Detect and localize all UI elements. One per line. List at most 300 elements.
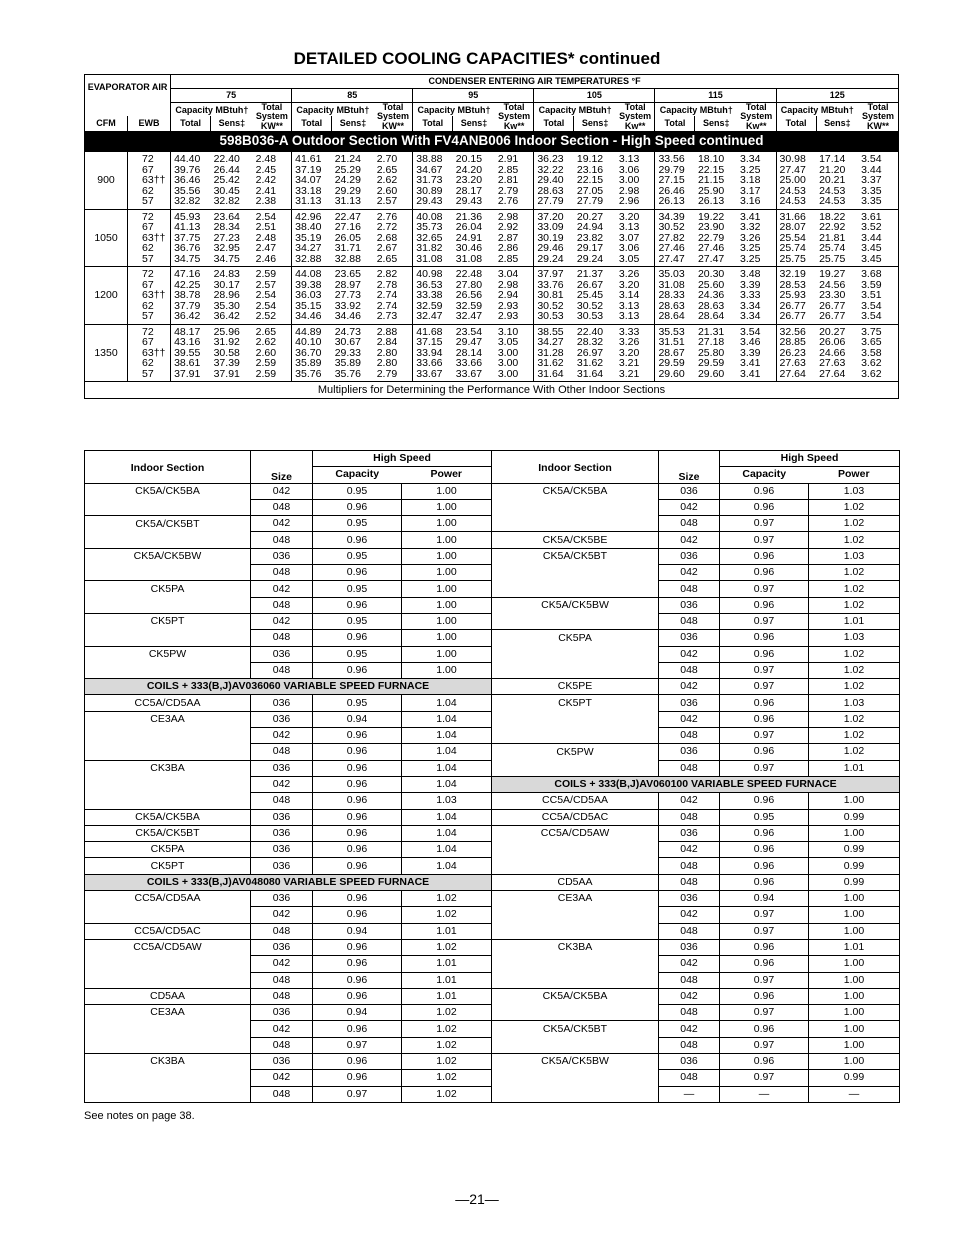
capacity-cell: 0.97: [720, 613, 809, 629]
value-column: 37.97 33.76 30.81 30.52 30.53: [534, 267, 574, 325]
value-column: 3.04 2.98 2.94 2.93 2.93: [495, 267, 534, 325]
power-cell: 1.02: [809, 597, 900, 613]
multiplier-row: [85, 516, 900, 532]
indoor-section-label: [85, 662, 251, 678]
value-column: 42.96 38.40 35.19 34.27 32.88: [292, 209, 332, 267]
capacity-cell: 0.94: [313, 1005, 402, 1021]
multiplier-row: [85, 728, 900, 744]
power-cell: 1.00: [809, 1021, 900, 1037]
power-cell: 1.03: [809, 630, 900, 646]
size-cell: 036: [659, 939, 720, 955]
size-header-left: Size: [251, 451, 313, 484]
multiplier-row: [85, 939, 900, 955]
multipliers-title: Multipliers for Determining the Performance With Other Indoor Sections: [85, 382, 899, 399]
notes: See notes on page 38.: [84, 1110, 195, 1122]
indoor-section-label: [85, 907, 251, 923]
indoor-section-label: CK5A/CK5BE: [492, 532, 659, 548]
indoor-section-label: [85, 1070, 251, 1086]
capacity-cell: 0.96: [313, 842, 402, 858]
indoor-section-label: [85, 565, 251, 581]
value-column: 30.98 27.47 25.00 24.53 24.53: [776, 152, 816, 210]
ewb-values: 72 67 63†† 62 57: [128, 152, 171, 210]
value-column: 21.36 26.04 24.91 30.46 31.08: [453, 209, 495, 267]
indoor-section-label: [492, 646, 659, 662]
capacity-cell: 0.96: [313, 858, 402, 874]
value-column: 2.98 2.92 2.87 2.86 2.85: [495, 209, 534, 267]
multiplier-row: [85, 793, 900, 809]
size-cell: 042: [251, 907, 313, 923]
multiplier-row: [85, 858, 900, 874]
size-cell: 036: [659, 1053, 720, 1069]
value-column: 21.37 26.67 25.45 30.52 30.53: [574, 267, 616, 325]
multiplier-row: [85, 1021, 900, 1037]
power-cell: 1.02: [402, 1070, 492, 1086]
value-column: 3.26 3.20 3.14 3.13 3.13: [616, 267, 655, 325]
total-header: Total: [292, 116, 332, 131]
indoor-section-label: CK5A/CK5BA: [492, 483, 659, 499]
indoor-section-label: CK5A/CK5BA: [85, 483, 251, 499]
value-column: 32.56 28.85 26.23 27.63 27.64: [776, 324, 816, 382]
size-cell: 042: [659, 711, 720, 727]
power-cell: 1.00: [809, 972, 900, 988]
value-column: 31.66 28.07 25.54 25.74 25.75: [776, 209, 816, 267]
capacity-cell: 0.96: [720, 874, 809, 890]
value-column: 2.70 2.65 2.62 2.60 2.57: [374, 152, 413, 210]
power-cell: 1.01: [809, 939, 900, 955]
power-cell: 1.02: [402, 1005, 492, 1021]
indoor-section-label: CE3AA: [492, 891, 659, 907]
size-cell: 048: [251, 630, 313, 646]
value-column: 38.55 34.27 31.28 31.62 31.64: [534, 324, 574, 382]
size-cell: 042: [659, 565, 720, 581]
high-speed-header-right: High Speed: [720, 451, 900, 467]
power-cell: 1.00: [402, 548, 492, 564]
indoor-section-label: [85, 1037, 251, 1053]
size-cell: 036: [659, 548, 720, 564]
value-column: 44.08 39.38 36.03 35.15 34.46: [292, 267, 332, 325]
value-column: 25.96 31.92 30.58 37.39 37.91: [211, 324, 253, 382]
capacity-cell: 0.96: [313, 597, 402, 613]
cfm-value: 1200: [85, 267, 128, 325]
power-cell: 1.02: [809, 679, 900, 695]
value-column: 21.31 27.18 25.80 29.59 29.60: [695, 324, 737, 382]
power-cell: 1.01: [402, 972, 492, 988]
capacity-header: Capacity MBtuh†: [534, 103, 616, 117]
capacity-cell: 0.96: [313, 793, 402, 809]
power-cell: 1.02: [809, 711, 900, 727]
indoor-section-label: [85, 630, 251, 646]
capacity-cell: 0.96: [720, 1053, 809, 1069]
capacity-cell: 0.96: [313, 728, 402, 744]
value-column: 35.53 31.51 28.67 29.59 29.60: [655, 324, 695, 382]
indoor-section-label: CK5A/CK5BW: [492, 597, 659, 613]
size-cell: 048: [659, 662, 720, 678]
multiplier-row: [85, 532, 900, 548]
cfm-group-row: [85, 152, 899, 210]
ewb-values: 72 67 63†† 62 57: [128, 267, 171, 325]
ewb-values: 72 67 63†† 62 57: [128, 324, 171, 382]
power-cell: 1.02: [809, 499, 900, 515]
value-column: 33.56 29.79 27.15 26.46 26.13: [655, 152, 695, 210]
size-cell: 048: [659, 581, 720, 597]
multiplier-row: [85, 695, 900, 711]
value-column: 34.39 30.52 27.82 27.46 27.47: [655, 209, 695, 267]
capacity-cell: 0.96: [313, 662, 402, 678]
capacity-header: Capacity MBtuh†: [776, 103, 858, 117]
size-cell: 036: [659, 825, 720, 841]
value-column: 45.93 41.13 37.75 36.76 34.75: [171, 209, 211, 267]
kw-label: Kw**: [624, 121, 646, 131]
multiplier-row: [85, 662, 900, 678]
indoor-section-label: CK5A/CK5BT: [85, 825, 251, 841]
size-cell: 048: [659, 516, 720, 532]
cfm-group-row: [85, 209, 899, 267]
value-column: 3.61 3.52 3.44 3.45 3.45: [858, 209, 898, 267]
power-cell: 1.03: [402, 793, 492, 809]
size-cell: 048: [659, 760, 720, 776]
multiplier-row: [85, 597, 900, 613]
multiplier-row: [85, 630, 900, 646]
capacity-cell: 0.97: [720, 1005, 809, 1021]
indoor-section-label: [492, 858, 659, 874]
size-cell: 036: [251, 939, 313, 955]
cfm-group-row: [85, 324, 899, 382]
temp-header: 125: [776, 89, 898, 103]
value-column: 48.17 43.16 39.55 38.61 37.91: [171, 324, 211, 382]
power-header-right: Power: [809, 467, 900, 483]
power-cell: 0.99: [809, 1070, 900, 1086]
multiplier-row: [85, 972, 900, 988]
value-column: 20.30 25.60 24.36 28.63 28.64: [695, 267, 737, 325]
size-cell: 048: [251, 988, 313, 1004]
indoor-section-label: [492, 1086, 659, 1102]
power-cell: 1.00: [809, 1037, 900, 1053]
capacity-cell: 0.95: [313, 646, 402, 662]
indoor-section-label: CK5A/CK5BT: [492, 548, 659, 564]
capacity-cell: 0.96: [313, 956, 402, 972]
capacity-cell: 0.96: [720, 988, 809, 1004]
size-cell: 036: [251, 760, 313, 776]
sens-header: Sens‡: [211, 116, 253, 131]
indoor-section-label: [492, 1070, 659, 1086]
power-cell: 1.00: [809, 793, 900, 809]
indoor-section-label: CK5PW: [85, 646, 251, 662]
value-column: 18.10 22.15 21.15 25.90 26.13: [695, 152, 737, 210]
size-cell: 048: [659, 972, 720, 988]
capacity-cell: 0.96: [720, 825, 809, 841]
indoor-section-header-right: Indoor Section: [492, 451, 659, 484]
power-cell: 0.99: [809, 809, 900, 825]
size-cell: 036: [251, 858, 313, 874]
temp-header: 105: [534, 89, 655, 103]
multiplier-row: [85, 760, 900, 776]
value-column: 2.54 2.51 2.48 2.47 2.46: [253, 209, 292, 267]
value-column: 3.10 3.05 3.00 3.00 3.00: [495, 324, 534, 382]
multiplier-row: [85, 711, 900, 727]
indoor-section-label: [492, 728, 659, 744]
furnace-section-header: COILS + 333(B,J)AV048080 VARIABLE SPEED FURNACE: [85, 874, 492, 890]
kw-label: Kw**: [503, 121, 525, 131]
capacity-cell: 0.96: [720, 744, 809, 760]
ewb-header: EWB: [128, 116, 171, 131]
value-column: 3.33 3.26 3.20 3.21 3.21: [616, 324, 655, 382]
sens-header: Sens‡: [332, 116, 374, 131]
indoor-section-label: CK5PT: [492, 695, 659, 711]
capacity-cell: 0.95: [313, 695, 402, 711]
power-cell: 1.00: [809, 1053, 900, 1069]
size-cell: 042: [659, 988, 720, 1004]
power-cell: 1.00: [402, 532, 492, 548]
power-cell: 1.04: [402, 776, 492, 792]
power-cell: 1.00: [402, 499, 492, 515]
indoor-section-label: [85, 744, 251, 760]
capacity-cell: 0.96: [313, 1070, 402, 1086]
capacity-cell: 0.96: [313, 630, 402, 646]
size-cell: 048: [251, 1086, 313, 1102]
value-column: 21.24 25.29 24.29 29.29 31.13: [332, 152, 374, 210]
multiplier-row: [85, 499, 900, 515]
capacity-header: Capacity MBtuh†: [292, 103, 374, 117]
power-cell: 1.00: [809, 988, 900, 1004]
capacity-cell: 0.96: [313, 499, 402, 515]
power-cell: 1.04: [402, 760, 492, 776]
cfm-header: CFM: [96, 118, 116, 128]
power-cell: 1.02: [809, 662, 900, 678]
capacity-cell: 0.97: [720, 516, 809, 532]
size-cell: 048: [251, 793, 313, 809]
size-cell: 036: [251, 646, 313, 662]
indoor-section-label: CK5PT: [85, 858, 251, 874]
value-column: 3.13 3.06 3.00 2.98 2.96: [616, 152, 655, 210]
capacity-cell: 0.97: [313, 1037, 402, 1053]
capacity-cell: 0.96: [720, 483, 809, 499]
value-column: 19.22 23.90 22.79 27.46 27.47: [695, 209, 737, 267]
size-cell: 042: [659, 842, 720, 858]
indoor-section-label: CK3BA: [492, 939, 659, 955]
power-header-left: Power: [402, 467, 492, 483]
capacity-cell: 0.96: [720, 695, 809, 711]
sens-header: Sens‡: [453, 116, 495, 131]
size-cell: 036: [659, 891, 720, 907]
indoor-section-label: [85, 1021, 251, 1037]
size-cell: 036: [659, 695, 720, 711]
value-column: 3.41 3.32 3.26 3.25 3.25: [737, 209, 776, 267]
capacity-cell: 0.97: [720, 581, 809, 597]
capacity-cell: 0.94: [313, 923, 402, 939]
capacity-cell: 0.95: [720, 809, 809, 825]
indoor-section-header-left: Indoor Section: [85, 451, 251, 484]
total-system-header: [616, 103, 655, 132]
multiplier-row: [85, 483, 900, 499]
indoor-section-label: CK5A/CK5BA: [85, 809, 251, 825]
size-cell: 042: [251, 581, 313, 597]
indoor-section-label: [85, 1086, 251, 1102]
indoor-section-label: CD5AA: [85, 988, 251, 1004]
power-cell: 1.00: [402, 613, 492, 629]
indoor-section-label: [85, 972, 251, 988]
capacity-cell: 0.97: [720, 1037, 809, 1053]
multiplier-row: [85, 842, 900, 858]
capacity-header-left: Capacity: [313, 467, 402, 483]
size-cell: 048: [251, 532, 313, 548]
value-column: 23.65 28.97 27.73 33.92 34.46: [332, 267, 374, 325]
capacity-cell: 0.97: [720, 679, 809, 695]
power-cell: 0.99: [809, 874, 900, 890]
power-cell: 1.04: [402, 842, 492, 858]
capacity-cell: 0.97: [720, 923, 809, 939]
size-cell: 042: [659, 793, 720, 809]
multiplier-row: [85, 809, 900, 825]
sens-header: Sens‡: [574, 116, 616, 131]
power-cell: 1.02: [402, 1086, 492, 1102]
multipliers-table: [84, 450, 900, 1103]
size-cell: 036: [251, 1005, 313, 1021]
capacity-cell: 0.96: [720, 499, 809, 515]
capacity-cell: 0.97: [313, 1086, 402, 1102]
multiplier-row: [85, 874, 900, 890]
indoor-section-label: CK5PA: [492, 630, 659, 646]
indoor-section-label: CK5A/CK5BW: [85, 548, 251, 564]
size-cell: 042: [659, 1021, 720, 1037]
value-column: 23.54 29.47 28.14 33.66 33.67: [453, 324, 495, 382]
cfm-value: 900: [85, 152, 128, 210]
capacity-cell: 0.97: [720, 728, 809, 744]
capacity-cell: 0.95: [313, 516, 402, 532]
power-cell: 1.02: [809, 728, 900, 744]
indoor-section-label: CC5A/CD5AA: [134, 696, 201, 709]
multiplier-row: [85, 548, 900, 564]
power-cell: 1.04: [402, 695, 492, 711]
value-column: 2.59 2.57 2.54 2.54 2.52: [253, 267, 292, 325]
size-cell: 042: [659, 907, 720, 923]
size-cell: 042: [251, 1021, 313, 1037]
header-spacer: [128, 103, 171, 117]
power-cell: 1.04: [402, 858, 492, 874]
size-cell: 048: [659, 809, 720, 825]
multiplier-row: [85, 565, 900, 581]
power-cell: 1.02: [809, 744, 900, 760]
capacity-cell: 0.96: [720, 646, 809, 662]
value-column: 18.22 22.92 21.81 25.74 25.75: [816, 209, 858, 267]
total-header: Total: [655, 116, 695, 131]
size-cell: 042: [659, 679, 720, 695]
capacity-cell: 0.97: [720, 662, 809, 678]
high-speed-header-left: High Speed: [313, 451, 492, 467]
capacity-cell: 0.96: [720, 842, 809, 858]
size-cell: 048: [659, 858, 720, 874]
value-column: 24.73 30.67 29.33 35.89 35.76: [332, 324, 374, 382]
power-cell: 1.02: [402, 907, 492, 923]
capacity-cell: 0.95: [313, 581, 402, 597]
size-cell: 036: [659, 597, 720, 613]
value-column: 3.48 3.39 3.33 3.34 3.34: [737, 267, 776, 325]
capacity-cell: 0.95: [313, 548, 402, 564]
total-system-header: [737, 103, 776, 132]
indoor-section-label: [492, 760, 659, 776]
total-system-label: Total System: [619, 102, 652, 121]
capacity-cell: 0.96: [720, 1021, 809, 1037]
value-column: 40.08 35.73 32.65 31.82 31.08: [413, 209, 453, 267]
kw-label: Kw**: [746, 121, 767, 131]
capacity-cell: 0.95: [313, 613, 402, 629]
power-cell: 1.01: [809, 613, 900, 629]
power-cell: 1.01: [402, 956, 492, 972]
size-cell: 048: [659, 1005, 720, 1021]
value-column: 41.68 37.15 33.94 33.66 33.67: [413, 324, 453, 382]
power-cell: 1.03: [809, 483, 900, 499]
multiplier-row: [85, 1037, 900, 1053]
value-column: 3.34 3.25 3.18 3.17 3.16: [737, 152, 776, 210]
multiplier-row: [85, 1053, 900, 1069]
size-cell: 048: [251, 662, 313, 678]
total-system-label: Total System: [376, 102, 409, 121]
capacity-cell: 0.96: [720, 939, 809, 955]
power-cell: 1.00: [809, 907, 900, 923]
indoor-section-label: [85, 776, 251, 792]
value-column: 2.88 2.84 2.80 2.80 2.79: [374, 324, 413, 382]
power-cell: 1.00: [402, 646, 492, 662]
indoor-section-label: CK5A/CK5BW: [492, 1053, 659, 1069]
value-column: 2.48 2.45 2.42 2.41 2.38: [253, 152, 292, 210]
power-cell: —: [809, 1086, 900, 1102]
indoor-section-label: [492, 842, 659, 858]
multiplier-row: [85, 581, 900, 597]
size-cell: 042: [251, 1070, 313, 1086]
size-cell: 048: [251, 1037, 313, 1053]
total-system-label: Total System: [255, 102, 288, 121]
capacity-header: Capacity MBtuh†: [171, 103, 253, 117]
power-cell: 1.04: [402, 711, 492, 727]
capacity-cell: 0.97: [720, 972, 809, 988]
cfm-value: 1350: [85, 324, 128, 382]
capacity-cell: 0.97: [720, 532, 809, 548]
indoor-section-label: [85, 499, 251, 515]
capacity-cell: 0.97: [720, 1070, 809, 1086]
value-column: 3.54 3.44 3.37 3.35 3.35: [858, 152, 898, 210]
capacity-cell: 0.96: [720, 956, 809, 972]
power-cell: 1.01: [402, 923, 492, 939]
kw-label: KW**: [867, 121, 890, 131]
power-cell: 1.02: [809, 565, 900, 581]
capacity-cell: 0.96: [720, 858, 809, 874]
power-cell: 1.03: [809, 548, 900, 564]
power-cell: 1.04: [402, 809, 492, 825]
size-cell: 036: [251, 842, 313, 858]
power-cell: 1.02: [402, 1053, 492, 1069]
value-column: 32.19 28.53 25.93 26.77 26.77: [776, 267, 816, 325]
capacity-cell: 0.96: [313, 825, 402, 841]
capacity-cell: 0.96: [313, 939, 402, 955]
condenser-temps-header: CONDENSER ENTERING AIR TEMPERATURES °F: [171, 75, 899, 89]
capacity-cell: 0.96: [313, 760, 402, 776]
size-cell: 042: [659, 499, 720, 515]
value-column: 38.88 34.67 31.73 30.89 29.43: [413, 152, 453, 210]
value-column: 24.83 30.17 28.96 35.30 36.42: [211, 267, 253, 325]
indoor-section-label: [492, 923, 659, 939]
capacity-cell: 0.96: [313, 532, 402, 548]
total-system-label: Total System: [498, 102, 531, 121]
power-cell: 1.00: [809, 923, 900, 939]
value-column: 47.16 42.25 38.78 37.79 36.42: [171, 267, 211, 325]
total-header: Total: [534, 116, 574, 131]
indoor-section-label: CK5A/CK5BT: [85, 516, 251, 532]
indoor-section-label: CK5PW: [492, 744, 659, 760]
temp-header: 115: [655, 89, 776, 103]
total-header: Total: [171, 116, 211, 131]
power-cell: 1.00: [809, 956, 900, 972]
indoor-section-label: CK5A/CK5BT: [492, 1021, 659, 1037]
indoor-section-label: [85, 956, 251, 972]
